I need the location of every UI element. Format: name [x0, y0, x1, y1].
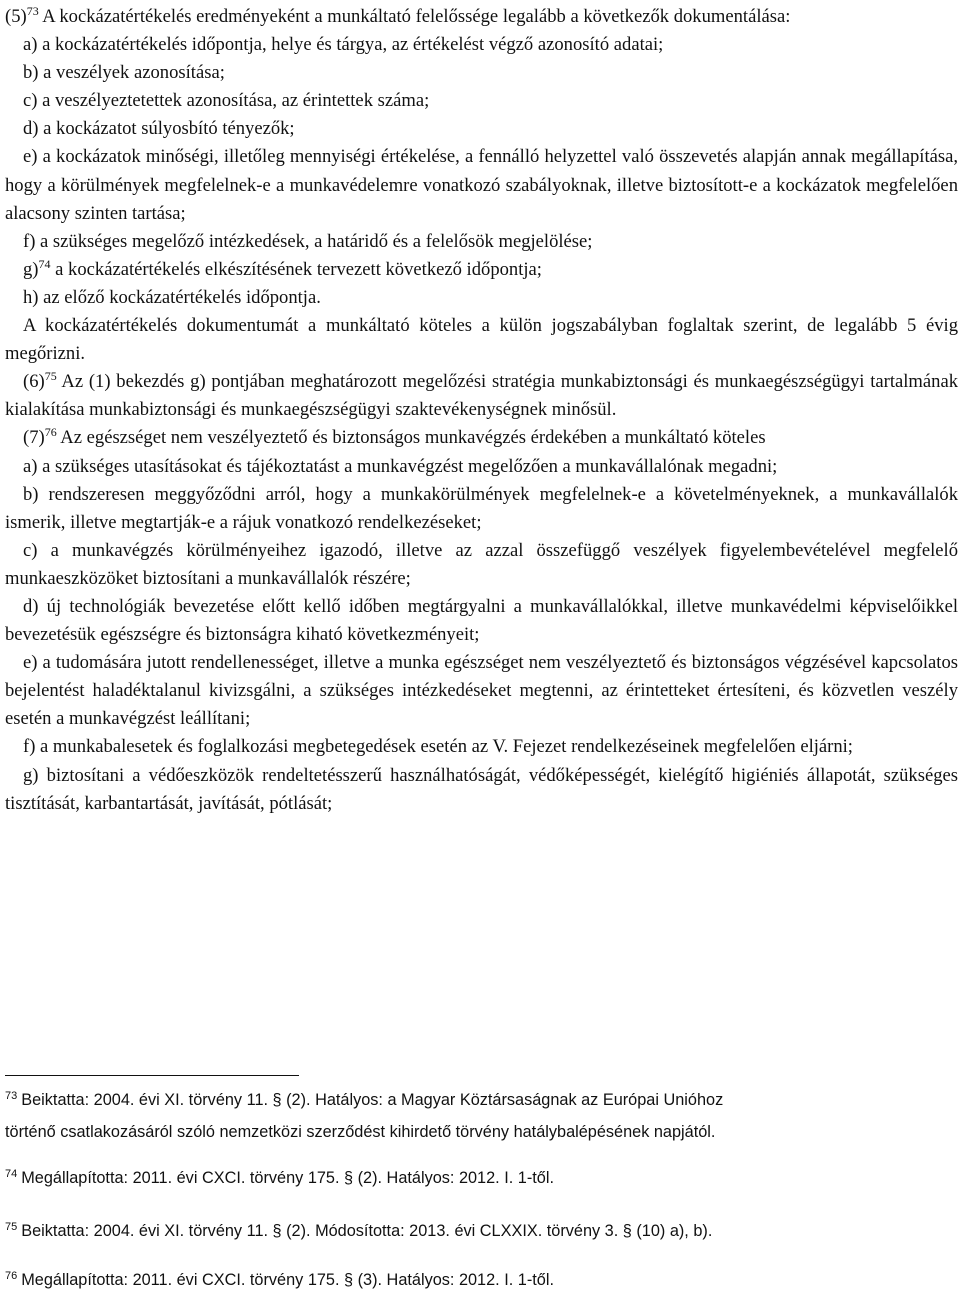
footnote-number: 76 [5, 1269, 18, 1282]
item-5e: e) a kockázatok minőségi, illetőleg mennyiségi értékelése, a fennálló helyzettel való összevetés alapján annak megállapítása, hogy a körülmények megfelelnek-e a munkavédelemre vonatkozó szabályoknak, illetve biztosított-e a kockázatok megfelelően alacsony szinten tartása; [5, 146, 958, 224]
footnote-73: $^{73}$ Beiktatta: 2004. évi XI. törvény 11. § (2). Hatályos: a Magyar Köztársaságnak az Európai Unióhoz [5, 1089, 724, 1109]
footnote-number: 74 [5, 1167, 18, 1180]
footnotes [5, 1084, 958, 1296]
footnote-number: 75 [5, 1220, 18, 1233]
footnote-ref-73[interactable]: 73 [26, 3, 39, 18]
footnote-74: $^{74}$ Megállapította: 2011. évi CXCI. törvény 175. § (2). Hatályos: 2012. I. 1-től. [5, 1167, 554, 1187]
item-5g: g)$^{74}$ a kockázatértékelés elkészítésének tervezett következő időpontja; [23, 256, 542, 280]
footnote-73-continued: történő csatlakozásáról szóló nemzetközi szerződést kihirdető törvény hatálybalépésének napjától. [5, 1123, 716, 1141]
paragraph-5-label: (5) [5, 6, 27, 27]
item-5h: h) az előző kockázatértékelés időpontja. [23, 286, 321, 308]
item-7f: f) a munkabalesetek és foglalkozási megbetegedések esetén az V. Fejezet rendelkezéseinek megfelelően eljárni; [23, 736, 853, 758]
item-7a: a) a szükséges utasításokat és tájékoztatást a munkavégzést megelőzően a munkavállalónak megadni; [23, 455, 778, 477]
footnote-ref-76[interactable]: 76 [44, 425, 57, 440]
footnote-ref-75[interactable]: 75 [44, 369, 57, 384]
paragraph-7-label: (7) [23, 427, 45, 449]
paragraph-6: $(6)^{75}$ Az (1) bekezdés g) pontjában meghatározott megelőzési stratégia munkabiztonsági és munkaegészségügyi tartalmának kialakítása munkabiztonsági és munkaegészségügyi szaktevékenységnek minősül. [5, 369, 958, 421]
item-7d: d) új technológiák bevezetése előtt kellő időben megtárgyalni a munkavállalókkal, illetve munkavédelmi képviselőikkel bevezetésük egészségre és biztonságra kiható következményeit; [5, 595, 958, 646]
item-7e: e) a tudomására jutott rendellenességet, illetve a munka egészséget nem veszélyeztető és biztonságos végzésével kapcsolatos bejelentést haladéktalanul kivizsgálni, a szükséges intézkedéseket megtenni, az érintetteket értesíteni, és közvetlen veszély esetén a munkavégzést leállítani; [5, 652, 958, 730]
item-5d: d) a kockázatot súlyosbító tényezők; [23, 118, 295, 140]
paragraph-7-intro: $(7)^{76}$ Az egészséget nem veszélyeztető és biztonságos munkavégzés érdekében a munkáltató köteles [23, 425, 766, 449]
body-text [5, 0, 958, 818]
item-5b: b) a veszélyek azonosítása; [23, 62, 225, 84]
footnote-76: $^{76}$ Megállapította: 2011. évi CXCI. törvény 175. § (3). Hatályos: 2012. I. 1-től. [5, 1269, 554, 1289]
paragraph-5-intro: $(5)^{73}$ A kockázatértékelés eredményeként a munkáltató felelőssége legalább a következők dokumentálása: [5, 3, 791, 27]
footnote-ref-74[interactable]: 74 [38, 256, 51, 271]
item-7g: g) biztosítani a védőeszközök rendeltetésszerű használhatóságát, védőképességét, kielégítő higiéniés állapotát, szükséges tisztítását, karbantartását, javítását, pótlását; [5, 764, 958, 814]
item-5c: c) a veszélyeztetettek azonosítása, az érintettek száma; [23, 90, 430, 112]
footnote-separator [5, 1075, 299, 1076]
footnote-number: 73 [5, 1089, 18, 1102]
paragraph-5-closing: A kockázatértékelés dokumentumát a munkáltató köteles a külön jogszabályban foglaltak szerint, de legalább 5 évig megőrizni. [5, 315, 958, 365]
item-5a: a) a kockázatértékelés időpontja, helye és tárgya, az értékelést végző azonosító adatai; [23, 34, 664, 56]
paragraph-6-label: (6) [23, 371, 45, 393]
item-7c: c) a munkavégzés körülményeihez igazodó, illetve az azzal összefüggő veszélyek figyelembevételével megfelelő munkaeszközöket biztosítani a munkavállalók részére; [5, 539, 958, 589]
item-7b: b) rendszeresen meggyőződni arról, hogy a munkakörülmények megfelelnek-e a követelményeknek, a munkavállalók ismerik, illetve megtartják-e a rájuk vonatkozó rendelkezéseket; [5, 483, 958, 533]
item-5f: f) a szükséges megelőző intézkedések, a határidő és a felelősök megjelölése; [23, 230, 593, 252]
footnote-75: $^{75}$ Beiktatta: 2004. évi XI. törvény 11. § (2). Módosította: 2013. évi CLXXIX. törvény 3. § (10) a), b). [5, 1220, 713, 1240]
